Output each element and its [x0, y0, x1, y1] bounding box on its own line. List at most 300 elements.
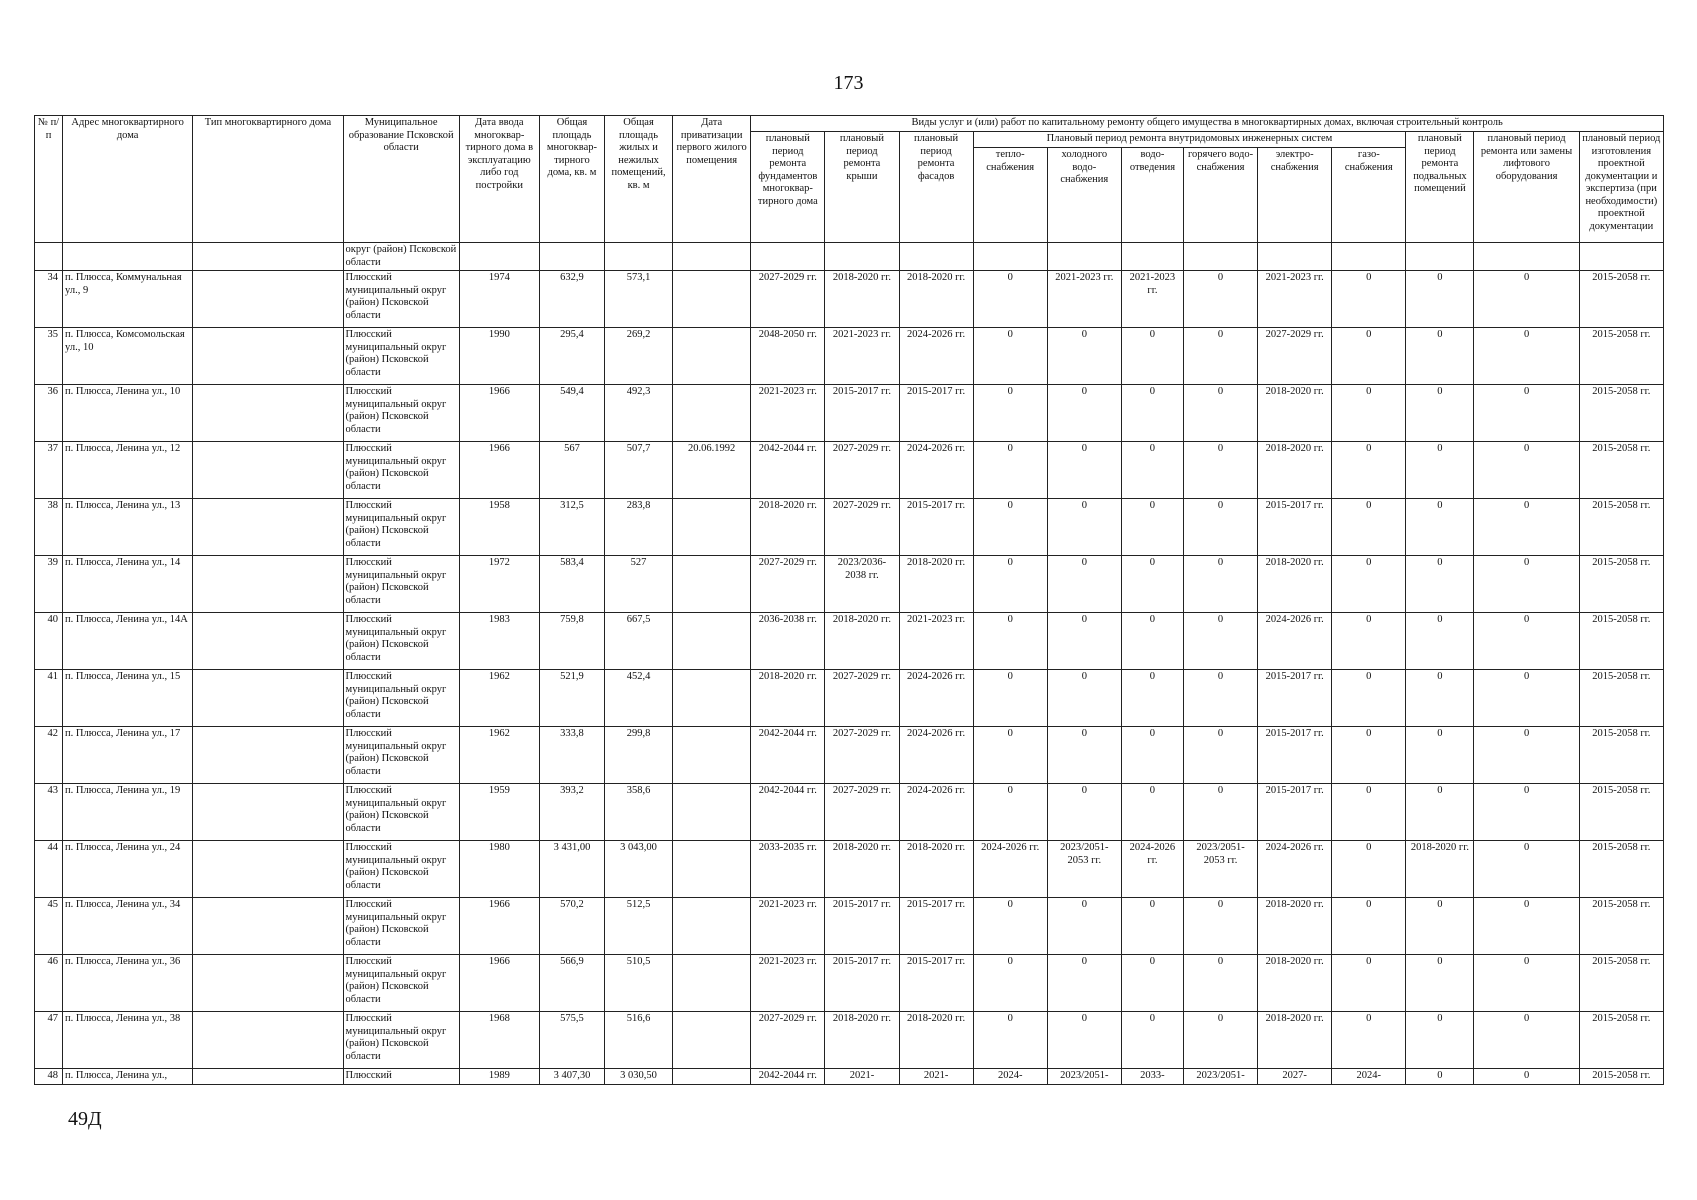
- cell-hot-water: 0: [1183, 613, 1257, 670]
- cell-drainage: 0: [1121, 385, 1183, 442]
- cell-municipality: Плюсский муниципальный округ (район) Псковской области: [343, 1012, 459, 1069]
- header-electric: электро-снабжения: [1258, 148, 1332, 243]
- cell-total-area: 566,9: [539, 955, 604, 1012]
- cell-design: 2015-2058 гг.: [1579, 442, 1663, 499]
- cell-gas: 0: [1332, 955, 1406, 1012]
- cell-design: 2015-2058 гг.: [1579, 784, 1663, 841]
- cell-foundation: 2036-2038 гг.: [751, 613, 825, 670]
- cell-roof: 2021-: [825, 1069, 899, 1085]
- header-num: № п/п: [35, 116, 63, 243]
- cell-type: [193, 670, 343, 727]
- cell-foundation: 2021-2023 гг.: [751, 385, 825, 442]
- cell-cold-water: 0: [1047, 499, 1121, 556]
- header-gas: газо-снабжения: [1332, 148, 1406, 243]
- cell-year: 1962: [459, 727, 539, 784]
- cell-type: [193, 1012, 343, 1069]
- cell-heat: 0: [973, 556, 1047, 613]
- cell-drainage: 0: [1121, 328, 1183, 385]
- cell-gas: 0: [1332, 499, 1406, 556]
- cell-basement: 0: [1406, 727, 1474, 784]
- cell-type: [193, 727, 343, 784]
- cell-facade: 2021-2023 гг.: [899, 613, 973, 670]
- table-row: [35, 727, 1664, 784]
- cell-basement: 0: [1406, 385, 1474, 442]
- cell-roof: 2015-2017 гг.: [825, 385, 899, 442]
- table-row: [35, 556, 1664, 613]
- cell-basement: 0: [1406, 556, 1474, 613]
- cell-design: 2015-2058 гг.: [1579, 328, 1663, 385]
- cell-elevator: 0: [1474, 898, 1579, 955]
- cell-heat: 0: [973, 784, 1047, 841]
- cell-living-area: 507,7: [605, 442, 673, 499]
- cell-roof: 2027-2029 гг.: [825, 727, 899, 784]
- cell-elevator: 0: [1474, 328, 1579, 385]
- cell-gas: 2024-: [1332, 1069, 1406, 1085]
- header-facade: плановый период ремонта фасадов: [899, 132, 973, 243]
- cell-type: [193, 328, 343, 385]
- cell-type: [193, 613, 343, 670]
- cell-electric: 2018-2020 гг.: [1258, 556, 1332, 613]
- cell-electric: 2024-2026 гг.: [1258, 841, 1332, 898]
- cell-basement: 0: [1406, 613, 1474, 670]
- cell-municipality: Плюсский муниципальный округ (район) Псковской области: [343, 784, 459, 841]
- cell-municipality: Плюсский муниципальный округ (район) Псковской области: [343, 613, 459, 670]
- cell-living-area: 269,2: [605, 328, 673, 385]
- cell-design: 2015-2058 гг.: [1579, 499, 1663, 556]
- cell-municipality: Плюсский муниципальный округ (район) Псковской области: [343, 385, 459, 442]
- cell-elevator: 0: [1474, 727, 1579, 784]
- cell-year: 1972: [459, 556, 539, 613]
- cell-drainage: 0: [1121, 499, 1183, 556]
- cell-electric: 2015-2017 гг.: [1258, 670, 1332, 727]
- cell-elevator: 0: [1474, 670, 1579, 727]
- cell-address: п. Плюсса, Ленина ул., 19: [63, 784, 193, 841]
- cell-privatization: [673, 670, 751, 727]
- cell-gas: 0: [1332, 784, 1406, 841]
- cell-elevator: 0: [1474, 271, 1579, 328]
- cell-year: 1968: [459, 1012, 539, 1069]
- cell-hot-water: 0: [1183, 499, 1257, 556]
- table-row: [35, 955, 1664, 1012]
- cell-facade: 2018-2020 гг.: [899, 841, 973, 898]
- cell-cold-water: 0: [1047, 784, 1121, 841]
- cell-privatization: [673, 1012, 751, 1069]
- cell-elevator: 0: [1474, 1069, 1579, 1085]
- table-row: [35, 841, 1664, 898]
- cell-electric: 2015-2017 гг.: [1258, 784, 1332, 841]
- cell-basement: 0: [1406, 1069, 1474, 1085]
- continuation-municipality: округ (район) Псковской области: [343, 243, 459, 271]
- cell-basement: 0: [1406, 898, 1474, 955]
- cell-facade: 2018-2020 гг.: [899, 1012, 973, 1069]
- cell-privatization: [673, 613, 751, 670]
- header-drainage: водо-отведения: [1121, 148, 1183, 243]
- cell-heat: 2024-2026 гг.: [973, 841, 1047, 898]
- cell-basement: 0: [1406, 784, 1474, 841]
- cell-electric: 2024-2026 гг.: [1258, 613, 1332, 670]
- table-header: [35, 116, 1664, 243]
- table-row: [35, 1069, 1664, 1085]
- cell-address: п. Плюсса, Ленина ул., 12: [63, 442, 193, 499]
- cell-total-area: 393,2: [539, 784, 604, 841]
- cell-year: 1983: [459, 613, 539, 670]
- cell-gas: 0: [1332, 613, 1406, 670]
- cell-num: 48: [35, 1069, 63, 1085]
- cell-gas: 0: [1332, 556, 1406, 613]
- cell-foundation: 2042-2044 гг.: [751, 784, 825, 841]
- cell-drainage: 2021-2023 гг.: [1121, 271, 1183, 328]
- cell-living-area: 516,6: [605, 1012, 673, 1069]
- cell-electric: 2015-2017 гг.: [1258, 499, 1332, 556]
- cell-heat: 0: [973, 955, 1047, 1012]
- cell-total-area: 583,4: [539, 556, 604, 613]
- cell-privatization: [673, 784, 751, 841]
- cell-basement: 0: [1406, 271, 1474, 328]
- header-engineering-group: Плановый период ремонта внутридомовых инженерных систем: [973, 132, 1406, 148]
- cell-year: 1959: [459, 784, 539, 841]
- cell-drainage: 0: [1121, 898, 1183, 955]
- table-row: [35, 499, 1664, 556]
- cell-heat: 0: [973, 727, 1047, 784]
- cell-total-area: 570,2: [539, 898, 604, 955]
- header-heat: тепло-снабжения: [973, 148, 1047, 243]
- table-body: [35, 243, 1664, 1085]
- cell-elevator: 0: [1474, 955, 1579, 1012]
- table-row: [35, 385, 1664, 442]
- continuation-row: [35, 243, 1664, 271]
- cell-facade: 2015-2017 гг.: [899, 499, 973, 556]
- cell-cold-water: 2023/2051-: [1047, 1069, 1121, 1085]
- cell-hot-water: 0: [1183, 328, 1257, 385]
- cell-heat: 0: [973, 1012, 1047, 1069]
- cell-year: 1974: [459, 271, 539, 328]
- cell-num: 39: [35, 556, 63, 613]
- header-type: Тип многоквартирного дома: [193, 116, 343, 243]
- cell-living-area: 3 030,50: [605, 1069, 673, 1085]
- cell-elevator: 0: [1474, 784, 1579, 841]
- cell-type: [193, 385, 343, 442]
- cell-year: 1990: [459, 328, 539, 385]
- cell-cold-water: 0: [1047, 670, 1121, 727]
- cell-design: 2015-2058 гг.: [1579, 556, 1663, 613]
- cell-elevator: 0: [1474, 613, 1579, 670]
- cell-gas: 0: [1332, 670, 1406, 727]
- cell-municipality: Плюсский муниципальный округ (район) Псковской области: [343, 841, 459, 898]
- cell-design: 2015-2058 гг.: [1579, 1069, 1663, 1085]
- cell-type: [193, 271, 343, 328]
- cell-elevator: 0: [1474, 442, 1579, 499]
- cell-type: [193, 1069, 343, 1085]
- cell-heat: 0: [973, 271, 1047, 328]
- cell-living-area: 358,6: [605, 784, 673, 841]
- cell-address: п. Плюсса, Ленина ул., 17: [63, 727, 193, 784]
- cell-gas: 0: [1332, 1012, 1406, 1069]
- cell-foundation: 2042-2044 гг.: [751, 727, 825, 784]
- header-living-area: Общая площадь жилых и нежилых помещений, кв. м: [605, 116, 673, 243]
- cell-privatization: [673, 271, 751, 328]
- cell-living-area: 510,5: [605, 955, 673, 1012]
- cell-foundation: 2021-2023 гг.: [751, 898, 825, 955]
- cell-hot-water: 0: [1183, 955, 1257, 1012]
- cell-hot-water: 0: [1183, 898, 1257, 955]
- cell-foundation: 2042-2044 гг.: [751, 1069, 825, 1085]
- cell-drainage: 0: [1121, 556, 1183, 613]
- cell-hot-water: 0: [1183, 556, 1257, 613]
- cell-living-area: 283,8: [605, 499, 673, 556]
- cell-heat: 0: [973, 898, 1047, 955]
- cell-design: 2015-2058 гг.: [1579, 385, 1663, 442]
- table-row: [35, 328, 1664, 385]
- cell-cold-water: 0: [1047, 328, 1121, 385]
- cell-living-area: 3 043,00: [605, 841, 673, 898]
- cell-roof: 2018-2020 гг.: [825, 271, 899, 328]
- cell-facade: 2021-: [899, 1069, 973, 1085]
- cell-address: п. Плюсса, Ленина ул., 24: [63, 841, 193, 898]
- cell-num: 44: [35, 841, 63, 898]
- header-design: плановый период изготовления проектной документации и экспертиза (при необходимости) проектной документации: [1579, 132, 1663, 243]
- cell-year: 1966: [459, 442, 539, 499]
- cell-roof: 2027-2029 гг.: [825, 670, 899, 727]
- cell-roof: 2015-2017 гг.: [825, 898, 899, 955]
- cell-roof: 2021-2023 гг.: [825, 328, 899, 385]
- cell-electric: 2015-2017 гг.: [1258, 727, 1332, 784]
- cell-gas: 0: [1332, 841, 1406, 898]
- cell-total-area: 567: [539, 442, 604, 499]
- cell-facade: 2024-2026 гг.: [899, 784, 973, 841]
- cell-cold-water: 2023/2051-2053 гг.: [1047, 841, 1121, 898]
- cell-elevator: 0: [1474, 556, 1579, 613]
- cell-electric: 2018-2020 гг.: [1258, 385, 1332, 442]
- cell-year: 1966: [459, 898, 539, 955]
- cell-foundation: 2048-2050 гг.: [751, 328, 825, 385]
- cell-roof: 2018-2020 гг.: [825, 613, 899, 670]
- cell-basement: 0: [1406, 670, 1474, 727]
- cell-hot-water: 0: [1183, 1012, 1257, 1069]
- cell-num: 40: [35, 613, 63, 670]
- table-row: [35, 784, 1664, 841]
- cell-privatization: [673, 955, 751, 1012]
- cell-num: 43: [35, 784, 63, 841]
- cell-drainage: 0: [1121, 784, 1183, 841]
- cell-hot-water: 0: [1183, 442, 1257, 499]
- cell-privatization: 20.06.1992: [673, 442, 751, 499]
- cell-gas: 0: [1332, 727, 1406, 784]
- cell-heat: 0: [973, 385, 1047, 442]
- cell-hot-water: 0: [1183, 271, 1257, 328]
- cell-num: 42: [35, 727, 63, 784]
- cell-basement: 0: [1406, 442, 1474, 499]
- cell-total-area: 549,4: [539, 385, 604, 442]
- header-hot-water: горячего водо-снабжения: [1183, 148, 1257, 243]
- cell-privatization: [673, 1069, 751, 1085]
- cell-foundation: 2042-2044 гг.: [751, 442, 825, 499]
- header-elevator: плановый период ремонта или замены лифтового оборудования: [1474, 132, 1579, 243]
- cell-living-area: 492,3: [605, 385, 673, 442]
- header-services-group: Виды услуг и (или) работ по капитальному ремонту общего имущества в многоквартирных домах, включая строительный контроль: [751, 116, 1664, 132]
- cell-municipality: Плюсский муниципальный округ (район) Псковской области: [343, 328, 459, 385]
- cell-hot-water: 0: [1183, 670, 1257, 727]
- cell-facade: 2015-2017 гг.: [899, 898, 973, 955]
- page-number: 173: [833, 72, 864, 94]
- cell-privatization: [673, 727, 751, 784]
- cell-address: п. Плюсса, Ленина ул.,: [63, 1069, 193, 1085]
- cell-design: 2015-2058 гг.: [1579, 271, 1663, 328]
- cell-electric: 2027-2029 гг.: [1258, 328, 1332, 385]
- capital-repair-table: [34, 115, 1664, 1085]
- cell-year: 1966: [459, 955, 539, 1012]
- cell-gas: 0: [1332, 271, 1406, 328]
- cell-cold-water: 0: [1047, 1012, 1121, 1069]
- cell-municipality: Плюсский муниципальный округ (район) Псковской области: [343, 271, 459, 328]
- cell-basement: 2018-2020 гг.: [1406, 841, 1474, 898]
- cell-year: 1989: [459, 1069, 539, 1085]
- table-row: [35, 613, 1664, 670]
- table-row: [35, 898, 1664, 955]
- cell-basement: 0: [1406, 328, 1474, 385]
- cell-privatization: [673, 841, 751, 898]
- cell-heat: 0: [973, 670, 1047, 727]
- cell-total-area: 759,8: [539, 613, 604, 670]
- cell-address: п. Плюсса, Комсомольская ул., 10: [63, 328, 193, 385]
- cell-drainage: 0: [1121, 613, 1183, 670]
- cell-total-area: 521,9: [539, 670, 604, 727]
- cell-living-area: 527: [605, 556, 673, 613]
- cell-drainage: 0: [1121, 955, 1183, 1012]
- cell-foundation: 2033-2035 гг.: [751, 841, 825, 898]
- cell-type: [193, 556, 343, 613]
- cell-address: п. Плюсса, Ленина ул., 10: [63, 385, 193, 442]
- cell-facade: 2015-2017 гг.: [899, 955, 973, 1012]
- cell-living-area: 667,5: [605, 613, 673, 670]
- cell-drainage: 2033-: [1121, 1069, 1183, 1085]
- header-privatization: Дата приватизации первого жилого помещения: [673, 116, 751, 243]
- cell-type: [193, 499, 343, 556]
- cell-living-area: 452,4: [605, 670, 673, 727]
- header-basement: плановый период ремонта подвальных помещений: [1406, 132, 1474, 243]
- cell-living-area: 573,1: [605, 271, 673, 328]
- cell-municipality: Плюсский муниципальный округ (район) Псковской области: [343, 727, 459, 784]
- cell-drainage: 2024-2026 гг.: [1121, 841, 1183, 898]
- cell-cold-water: 0: [1047, 442, 1121, 499]
- cell-address: п. Плюсса, Ленина ул., 14А: [63, 613, 193, 670]
- cell-cold-water: 0: [1047, 385, 1121, 442]
- cell-address: п. Плюсса, Ленина ул., 36: [63, 955, 193, 1012]
- cell-roof: 2015-2017 гг.: [825, 955, 899, 1012]
- cell-total-area: 575,5: [539, 1012, 604, 1069]
- cell-heat: 0: [973, 328, 1047, 385]
- cell-roof: 2027-2029 гг.: [825, 784, 899, 841]
- cell-privatization: [673, 328, 751, 385]
- cell-municipality: Плюсский муниципальный округ (район) Псковской области: [343, 442, 459, 499]
- cell-design: 2015-2058 гг.: [1579, 613, 1663, 670]
- cell-elevator: 0: [1474, 499, 1579, 556]
- cell-cold-water: 0: [1047, 955, 1121, 1012]
- cell-facade: 2018-2020 гг.: [899, 271, 973, 328]
- cell-electric: 2018-2020 гг.: [1258, 442, 1332, 499]
- cell-municipality: Плюсский муниципальный округ (район) Псковской области: [343, 670, 459, 727]
- cell-facade: 2024-2026 гг.: [899, 670, 973, 727]
- cell-privatization: [673, 898, 751, 955]
- header-foundation: плановый период ремонта фундаментов многоквар-тирного дома: [751, 132, 825, 243]
- cell-municipality: Плюсский муниципальный округ (район) Псковской области: [343, 499, 459, 556]
- footer-code: 49Д: [68, 1108, 102, 1130]
- cell-heat: 0: [973, 613, 1047, 670]
- cell-roof: 2023/2036-2038 гг.: [825, 556, 899, 613]
- cell-municipality: Плюсский муниципальный округ (район) Псковской области: [343, 898, 459, 955]
- cell-foundation: 2027-2029 гг.: [751, 1012, 825, 1069]
- cell-address: п. Плюсса, Ленина ул., 34: [63, 898, 193, 955]
- cell-design: 2015-2058 гг.: [1579, 898, 1663, 955]
- cell-cold-water: 0: [1047, 898, 1121, 955]
- cell-cold-water: 0: [1047, 556, 1121, 613]
- cell-municipality: Плюсский: [343, 1069, 459, 1085]
- cell-facade: 2018-2020 гг.: [899, 556, 973, 613]
- cell-drainage: 0: [1121, 727, 1183, 784]
- cell-total-area: 295,4: [539, 328, 604, 385]
- cell-roof: 2027-2029 гг.: [825, 499, 899, 556]
- cell-privatization: [673, 499, 751, 556]
- cell-heat: 0: [973, 499, 1047, 556]
- cell-type: [193, 841, 343, 898]
- cell-year: 1966: [459, 385, 539, 442]
- cell-type: [193, 955, 343, 1012]
- cell-foundation: 2027-2029 гг.: [751, 556, 825, 613]
- cell-basement: 0: [1406, 955, 1474, 1012]
- cell-electric: 2018-2020 гг.: [1258, 898, 1332, 955]
- cell-total-area: 312,5: [539, 499, 604, 556]
- header-roof: плановый период ремонта крыши: [825, 132, 899, 243]
- cell-electric: 2027-: [1258, 1069, 1332, 1085]
- cell-address: п. Плюсса, Коммунальная ул., 9: [63, 271, 193, 328]
- cell-type: [193, 784, 343, 841]
- cell-privatization: [673, 556, 751, 613]
- cell-num: 45: [35, 898, 63, 955]
- cell-address: п. Плюсса, Ленина ул., 15: [63, 670, 193, 727]
- cell-address: п. Плюсса, Ленина ул., 13: [63, 499, 193, 556]
- cell-drainage: 0: [1121, 442, 1183, 499]
- cell-foundation: 2021-2023 гг.: [751, 955, 825, 1012]
- cell-gas: 0: [1332, 328, 1406, 385]
- cell-hot-water: 0: [1183, 727, 1257, 784]
- cell-roof: 2018-2020 гг.: [825, 841, 899, 898]
- cell-drainage: 0: [1121, 1012, 1183, 1069]
- header-commission-date: Дата ввода многоквар-тирного дома в эксплуатацию либо год постройки: [459, 116, 539, 243]
- cell-type: [193, 898, 343, 955]
- cell-basement: 0: [1406, 1012, 1474, 1069]
- cell-cold-water: 2021-2023 гг.: [1047, 271, 1121, 328]
- cell-electric: 2018-2020 гг.: [1258, 1012, 1332, 1069]
- cell-cold-water: 0: [1047, 727, 1121, 784]
- cell-total-area: 3 431,00: [539, 841, 604, 898]
- cell-design: 2015-2058 гг.: [1579, 1012, 1663, 1069]
- cell-heat: 2024-: [973, 1069, 1047, 1085]
- cell-hot-water: 2023/2051-2053 гг.: [1183, 841, 1257, 898]
- table-row: [35, 1012, 1664, 1069]
- cell-design: 2015-2058 гг.: [1579, 727, 1663, 784]
- cell-basement: 0: [1406, 499, 1474, 556]
- cell-roof: 2018-2020 гг.: [825, 1012, 899, 1069]
- header-total-area: Общая площадь многоквар-тирного дома, кв. м: [539, 116, 604, 243]
- cell-total-area: 632,9: [539, 271, 604, 328]
- cell-foundation: 2027-2029 гг.: [751, 271, 825, 328]
- cell-municipality: Плюсский муниципальный округ (район) Псковской области: [343, 556, 459, 613]
- cell-cold-water: 0: [1047, 613, 1121, 670]
- cell-elevator: 0: [1474, 385, 1579, 442]
- cell-electric: 2021-2023 гг.: [1258, 271, 1332, 328]
- header-municipality: Муниципальное образование Псковской области: [343, 116, 459, 243]
- cell-living-area: 512,5: [605, 898, 673, 955]
- cell-type: [193, 442, 343, 499]
